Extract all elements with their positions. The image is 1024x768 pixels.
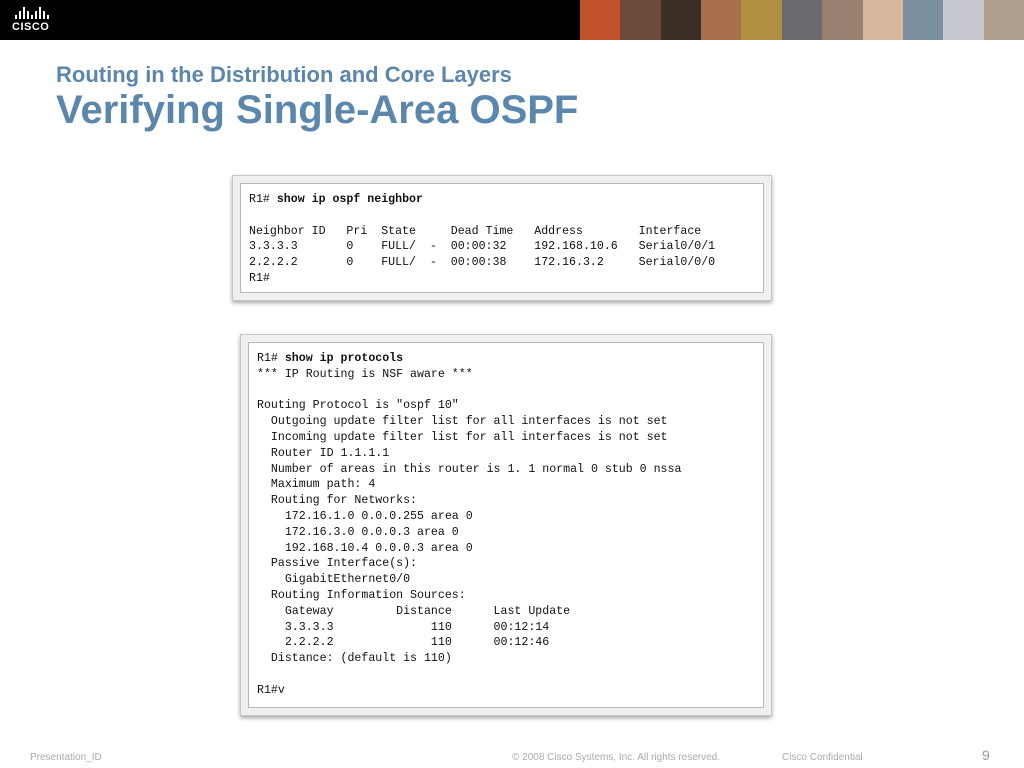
terminal-line: 3.3.3.3 110 00:12:14 <box>257 620 550 634</box>
terminal-line: Passive Interface(s): <box>257 557 418 571</box>
prompt: R1# <box>249 193 270 206</box>
terminal-line: Incoming update filter list for all interfaces is not set <box>257 430 668 444</box>
ospf-neighbor-panel <box>232 175 772 301</box>
header-photo <box>943 0 983 40</box>
terminal-line: 192.168.10.4 0.0.0.3 area 0 <box>257 541 473 555</box>
header-photo <box>701 0 741 40</box>
terminal-line: Routing Protocol is "ospf 10" <box>257 399 459 413</box>
terminal-line: Router ID 1.1.1.1 <box>257 446 390 460</box>
header-photo <box>782 0 822 40</box>
terminal-frame <box>240 183 764 293</box>
terminal-line: 172.16.3.0 0.0.0.3 area 0 <box>257 525 459 539</box>
terminal-line: Outgoing update filter list for all interfaces is not set <box>257 415 668 429</box>
ip-protocols-panel <box>240 334 772 716</box>
header-photo <box>580 0 620 40</box>
header-photo <box>903 0 943 40</box>
header-photo-strip <box>580 0 1024 40</box>
copyright-text: © 2008 Cisco Systems, Inc. All rights reserved. <box>512 752 721 763</box>
table-row: 3.3.3.3 0 FULL/ - 00:00:32 192.168.10.6 Serial0/0/1 <box>249 240 716 254</box>
terminal-output <box>249 192 715 287</box>
command: show ip ospf neighbor <box>276 193 423 206</box>
page-number: 9 <box>982 747 990 763</box>
presentation-id: Presentation_ID <box>30 752 102 763</box>
command: show ip protocols <box>284 352 404 365</box>
terminal-frame <box>248 342 764 708</box>
terminal-output <box>257 351 681 699</box>
terminal-line: Maximum path: 4 <box>257 478 376 492</box>
confidential-label: Cisco Confidential <box>782 752 863 763</box>
header-photo <box>863 0 903 40</box>
terminal-line: Distance: (default is 110) <box>257 652 452 666</box>
terminal-line: GigabitEthernet0/0 <box>257 573 411 587</box>
terminal-line: 2.2.2.2 110 00:12:46 <box>257 636 550 650</box>
terminal-line: 172.16.1.0 0.0.0.255 area 0 <box>257 509 473 523</box>
end-prompt: R1# <box>249 271 270 285</box>
terminal-line: Gateway Distance Last Update <box>257 604 571 618</box>
header-photo <box>822 0 862 40</box>
end-prompt: R1#v <box>257 683 285 697</box>
cisco-bars-icon <box>15 7 60 19</box>
table-header: Neighbor ID Pri State Dead Time Address Interface <box>249 224 702 238</box>
terminal-line: *** IP Routing is NSF aware *** <box>257 367 473 381</box>
slide-subtitle: Routing in the Distribution and Core Layers <box>56 62 512 87</box>
cisco-logo <box>12 7 60 35</box>
header-bar <box>0 0 1024 40</box>
terminal-line: Number of areas in this router is 1. 1 normal 0 stub 0 nssa <box>257 462 682 476</box>
slide-title: Verifying Single-Area OSPF <box>56 88 579 132</box>
header-photo <box>741 0 781 40</box>
terminal-line: Routing Information Sources: <box>257 588 466 602</box>
header-photo <box>620 0 660 40</box>
logo-text: CISCO <box>12 21 50 33</box>
table-row: 2.2.2.2 0 FULL/ - 00:00:38 172.16.3.2 Serial0/0/0 <box>249 256 716 270</box>
terminal-line: Routing for Networks: <box>257 494 418 508</box>
prompt: R1# <box>257 352 278 365</box>
header-photo <box>984 0 1024 40</box>
header-photo <box>661 0 701 40</box>
